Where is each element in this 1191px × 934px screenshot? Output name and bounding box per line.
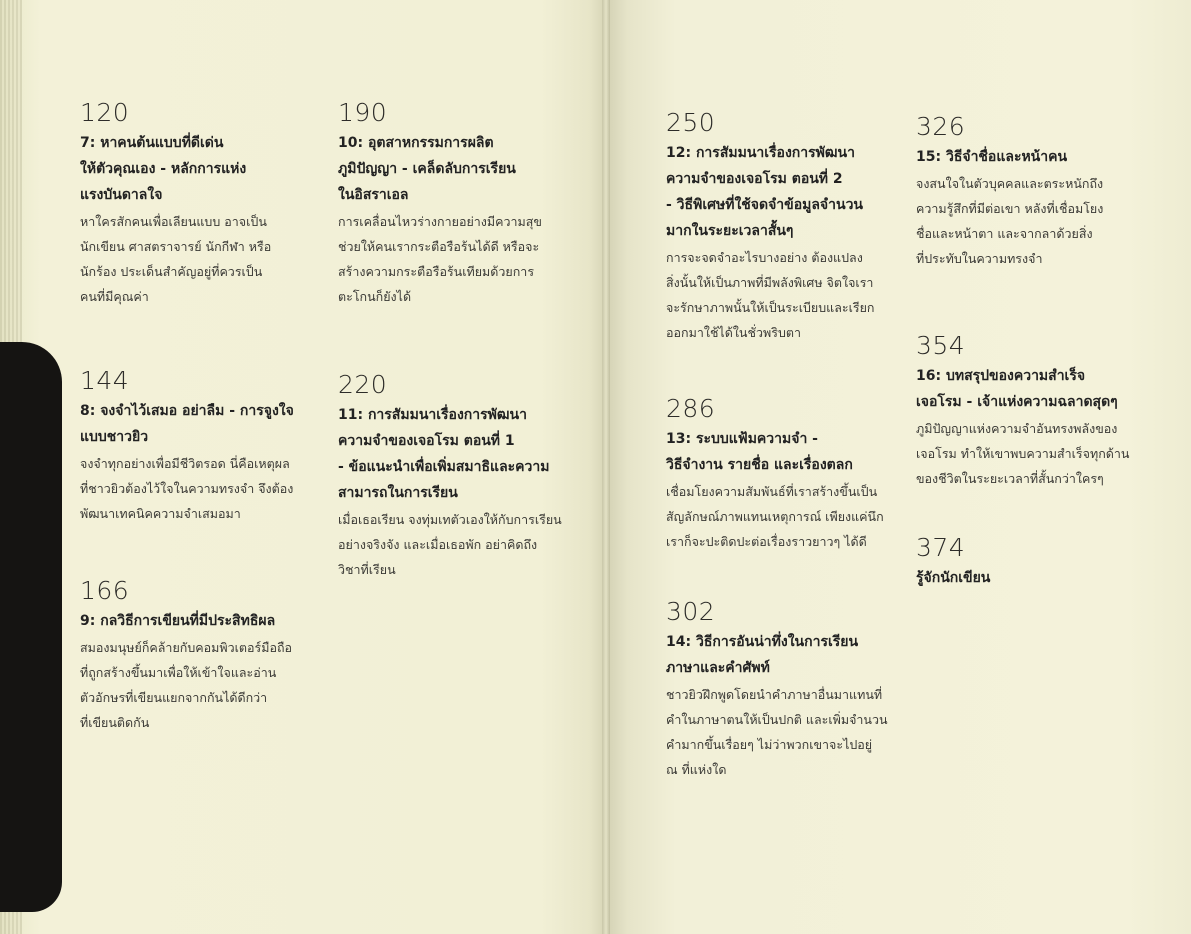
chapter-description: เชื่อมโยงความสัมพันธ์ที่เราสร้างขึ้นเป็น สัญลักษณ์ภาพแทนเหตุการณ์ เพียงแค่นึก เราก็จะปะติดปะต่อเรื่องราวยาวๆ ได้ดี <box>666 484 884 549</box>
toc-entry-about-author <box>916 533 990 591</box>
chapter-title: 14: วิธีการอันน่าทึ่งในการเรียน ภาษาและคำศัพท์ <box>666 634 859 676</box>
page-number: 326 <box>916 112 966 141</box>
chapter-title: 7: หาคนต้นแบบที่ดีเด่น ให้ตัวคุณเอง - หลักการแห่ง แรงบันดาลใจ <box>80 135 247 203</box>
toc-entry-chapter-9 <box>80 576 292 735</box>
chapter-title: 16: บทสรุปของความสำเร็จ เจอโรม - เจ้าแห่งความฉลาดสุดๆ <box>916 368 1118 410</box>
chapter-title: 13: ระบบแฟ้มความจำ - วิธีจำงาน รายชื่อ และเรื่องตลก <box>666 431 853 473</box>
page-number: 190 <box>338 98 388 127</box>
chapter-description: จงจำทุกอย่างเพื่อมีชีวิตรอด นี่คือเหตุผล ที่ชาวยิวต้องไว้ใจในความทรงจำ จึงต้อง พัฒนาเทคนิคความจำเสมอมา <box>80 456 294 521</box>
chapter-title: 8: จงจำไว้เสมอ อย่าลืม - การจูงใจ แบบชาวยิว <box>80 403 294 445</box>
toc-entry-chapter-11 <box>338 370 562 582</box>
page-number: 166 <box>80 576 130 605</box>
toc-entry-chapter-8 <box>80 366 294 526</box>
chapter-description: การเคลื่อนไหวร่างกายอย่างมีความสุข ช่วยให้คนเรากระตือรือร้นได้ดี หรือจะ สร้างความกระตือรือร้นเทียมด้วยการ ตะโกนก็ยังได้ <box>338 214 542 304</box>
thumb-shadow <box>0 342 62 912</box>
toc-entry-chapter-13 <box>666 394 884 554</box>
toc-entry-chapter-16 <box>916 331 1129 491</box>
toc-entry-chapter-12 <box>666 108 874 345</box>
book-spine <box>602 0 610 934</box>
page-number: 120 <box>80 98 130 127</box>
toc-entry-chapter-15 <box>916 112 1103 271</box>
chapter-description: ชาวยิวฝึกพูดโดยนำคำภาษาอื่นมาแทนที่ คำในภาษาตนให้เป็นปกติ และเพิ่มจำนวน คำมากขึ้นเรื่อยๆ ไม่ว่าพวกเขาจะไปอยู่ ณ ที่แห่งใด <box>666 687 888 777</box>
chapter-title: 9: กลวิธีการเขียนที่มีประสิทธิผล <box>80 613 276 629</box>
page-number: 220 <box>338 370 388 399</box>
toc-entry-chapter-14 <box>666 597 888 782</box>
chapter-description: การจะจดจำอะไรบางอย่าง ต้องแปลง สิ่งนั้นให้เป็นภาพที่มีพลังพิเศษ จิตใจเรา จะรักษาภาพนั้นให้เป็นระเบียบและเรียก ออกมาใช้ได้ในชั่วพริบตา <box>666 250 875 340</box>
toc-entry-chapter-7 <box>80 98 271 309</box>
chapter-title: 12: การสัมมนาเรื่องการพัฒนา ความจำของเจอโรม ตอนที่ 2 - วิธีพิเศษที่ใช้จดจำข้อมูลจำนวน มากในระยะเวลาสั้นๆ <box>666 145 863 239</box>
chapter-description: เมื่อเธอเรียน จงทุ่มเทตัวเองให้กับการเรียน อย่างจริงจัง และเมื่อเธอพัก อย่าคิดถึง วิชาที่เรียน <box>338 512 562 577</box>
toc-entry-chapter-10 <box>338 98 542 309</box>
page-number: 354 <box>916 331 966 360</box>
page-number: 302 <box>666 597 716 626</box>
chapter-title: 15: วิธีจำชื่อและหน้าคน <box>916 149 1068 165</box>
chapter-description: ภูมิปัญญาแห่งความจำอันทรงพลังของ เจอโรม ทำให้เขาพบความสำเร็จทุกด้าน ของชีวิตในระยะเวลาที่สั้นกว่าใครๆ <box>916 421 1130 486</box>
chapter-title: 11: การสัมมนาเรื่องการพัฒนา ความจำของเจอโรม ตอนที่ 1 - ข้อแนะนำเพื่อเพิ่มสมาธิและความ สามารถในการเรียน <box>338 407 550 501</box>
page-number: 374 <box>916 533 966 562</box>
chapter-title: รู้จักนักเขียน <box>916 570 991 586</box>
page-number: 250 <box>666 108 716 137</box>
page-number: 144 <box>80 366 130 395</box>
chapter-description: สมองมนุษย์ก็คล้ายกับคอมพิวเตอร์มือถือ ที่ถูกสร้างขึ้นมาเพื่อให้เข้าใจและอ่าน ตัวอักษรที่เขียนแยกจากกันได้ดีกว่า ที่เขียนติดกัน <box>80 640 293 730</box>
page-number: 286 <box>666 394 716 423</box>
chapter-title: 10: อุตสาหกรรมการผลิต ภูมิปัญญา - เคล็ดลับการเรียน ในอิสราเอล <box>338 135 516 203</box>
chapter-description: จงสนใจในตัวบุคคลและตระหนักถึง ความรู้สึกที่มีต่อเขา หลังที่เชื่อมโยง ชื่อและหน้าตา และจากลาด้วยสิ่ง ที่ประทับในความทรงจำ <box>916 176 1104 266</box>
chapter-description: หาใครสักคนเพื่อเลียนแบบ อาจเป็น นักเขียน ศาสตราจารย์ นักกีฬา หรือ นักร้อง ประเด็นสำคัญอยู่ที่ควรเป็น คนที่มีคุณค่า <box>80 214 272 304</box>
